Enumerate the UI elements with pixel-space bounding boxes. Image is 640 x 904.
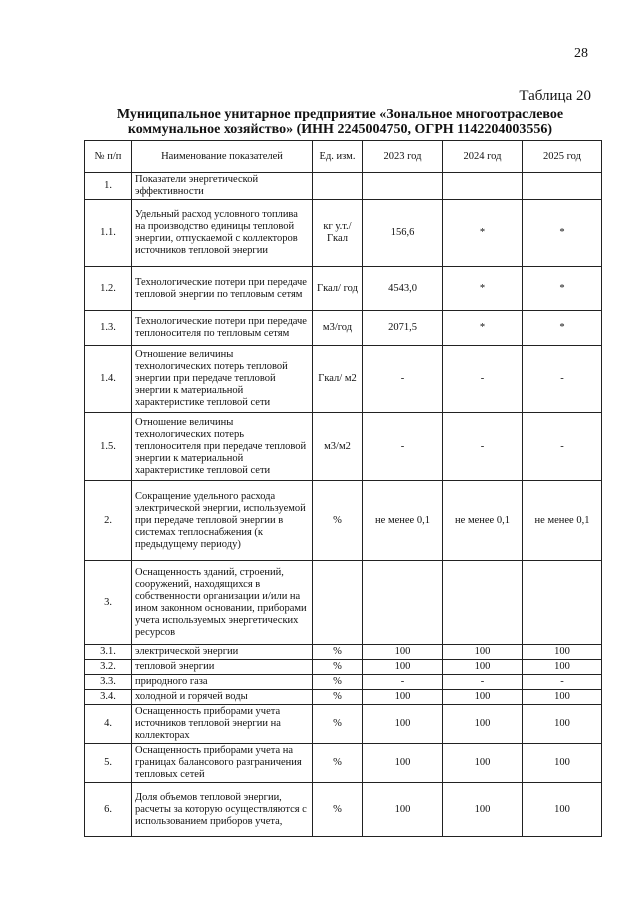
row-indicator-name: Оснащенность приборами учета на границах балансового разграничения тепловых сетей bbox=[132, 744, 313, 783]
row-value-2024: - bbox=[443, 413, 523, 481]
row-number: 3.3. bbox=[85, 675, 132, 690]
row-value-2025 bbox=[523, 173, 602, 200]
row-value-2025: 100 bbox=[523, 645, 602, 660]
row-number: 1.5. bbox=[85, 413, 132, 481]
row-value-2025: 100 bbox=[523, 705, 602, 744]
row-number: 3.2. bbox=[85, 660, 132, 675]
row-indicator-name: электрической энергии bbox=[132, 645, 313, 660]
header-number: № п/п bbox=[85, 141, 132, 173]
table-row bbox=[85, 173, 602, 200]
row-number: 3. bbox=[85, 561, 132, 645]
row-value-2025: * bbox=[523, 200, 602, 267]
header-indicator-name: Наименование показателей bbox=[132, 141, 313, 173]
row-unit: % bbox=[313, 705, 363, 744]
row-number: 1.1. bbox=[85, 200, 132, 267]
row-number: 3.1. bbox=[85, 645, 132, 660]
table-row bbox=[85, 744, 602, 783]
row-unit: % bbox=[313, 675, 363, 690]
row-value-2025: 100 bbox=[523, 660, 602, 675]
table-row bbox=[85, 561, 602, 645]
row-value-2024: не менее 0,1 bbox=[443, 481, 523, 561]
row-value-2023: - bbox=[363, 675, 443, 690]
row-unit: % bbox=[313, 744, 363, 783]
row-unit: % bbox=[313, 481, 363, 561]
organization-title: Муниципальное унитарное предприятие «Зональное многоотраслевое коммунальное хозяйство» (ИНН 2245004750, ОГРН 1142204003556) bbox=[116, 107, 564, 137]
row-unit: % bbox=[313, 645, 363, 660]
row-value-2025: 100 bbox=[523, 690, 602, 705]
row-unit: кг у.т./ Гкал bbox=[313, 200, 363, 267]
row-value-2023: не менее 0,1 bbox=[363, 481, 443, 561]
row-value-2023: - bbox=[363, 346, 443, 413]
table-row bbox=[85, 267, 602, 311]
row-value-2025: не менее 0,1 bbox=[523, 481, 602, 561]
row-indicator-name: Удельный расход условного топлива на производство единицы тепловой энергии, отпускаемой с коллекторов источников тепловой энергии bbox=[132, 200, 313, 267]
row-indicator-name: Технологические потери при передаче теплоносителя по тепловым сетям bbox=[132, 311, 313, 346]
row-value-2024: 100 bbox=[443, 705, 523, 744]
row-unit: м3/год bbox=[313, 311, 363, 346]
row-value-2025 bbox=[523, 561, 602, 645]
row-value-2023 bbox=[363, 173, 443, 200]
row-value-2025: * bbox=[523, 267, 602, 311]
row-unit: Гкал/ м2 bbox=[313, 346, 363, 413]
table-header-row bbox=[85, 141, 602, 173]
row-number: 5. bbox=[85, 744, 132, 783]
row-value-2023: 100 bbox=[363, 705, 443, 744]
page-number: 28 bbox=[574, 46, 588, 61]
row-value-2023: 100 bbox=[363, 690, 443, 705]
row-value-2024: - bbox=[443, 346, 523, 413]
row-value-2024: * bbox=[443, 311, 523, 346]
header-2023: 2023 год bbox=[363, 141, 443, 173]
row-value-2023: 156,6 bbox=[363, 200, 443, 267]
row-number: 6. bbox=[85, 783, 132, 837]
row-value-2023: 100 bbox=[363, 783, 443, 837]
row-value-2024: * bbox=[443, 267, 523, 311]
row-indicator-name: Доля объемов тепловой энергии, расчеты за которую осуществляются с использованием приборов учета, bbox=[132, 783, 313, 837]
row-indicator-name: Оснащенность приборами учета источников тепловой энергии на коллекторах bbox=[132, 705, 313, 744]
row-value-2023: 100 bbox=[363, 645, 443, 660]
table-row bbox=[85, 660, 602, 675]
indicators-table bbox=[84, 140, 602, 837]
row-value-2024: 100 bbox=[443, 690, 523, 705]
row-value-2023: 100 bbox=[363, 744, 443, 783]
table-row bbox=[85, 413, 602, 481]
table-row bbox=[85, 675, 602, 690]
row-value-2023: 4543,0 bbox=[363, 267, 443, 311]
row-value-2025: 100 bbox=[523, 783, 602, 837]
row-number: 1.2. bbox=[85, 267, 132, 311]
row-value-2023: - bbox=[363, 413, 443, 481]
table-row bbox=[85, 783, 602, 837]
row-number: 1.4. bbox=[85, 346, 132, 413]
row-indicator-name: тепловой энергии bbox=[132, 660, 313, 675]
row-number: 4. bbox=[85, 705, 132, 744]
row-unit: % bbox=[313, 783, 363, 837]
row-unit: м3/м2 bbox=[313, 413, 363, 481]
table-row bbox=[85, 346, 602, 413]
table-row bbox=[85, 200, 602, 267]
row-value-2024 bbox=[443, 173, 523, 200]
row-number: 1.3. bbox=[85, 311, 132, 346]
table-row bbox=[85, 645, 602, 660]
row-value-2024: 100 bbox=[443, 660, 523, 675]
row-indicator-name: холодной и горячей воды bbox=[132, 690, 313, 705]
row-value-2025: 100 bbox=[523, 744, 602, 783]
header-unit: Ед. изм. bbox=[313, 141, 363, 173]
table-row bbox=[85, 690, 602, 705]
row-unit bbox=[313, 173, 363, 200]
row-value-2025: - bbox=[523, 346, 602, 413]
row-unit: % bbox=[313, 690, 363, 705]
row-indicator-name: Оснащенность зданий, строений, сооружений, находящихся в собственности организации и/или на ином законном основании, приборами учета используемых энергетических ресурсов bbox=[132, 561, 313, 645]
table-row bbox=[85, 705, 602, 744]
row-value-2023: 2071,5 bbox=[363, 311, 443, 346]
row-indicator-name: Отношение величины технологических потерь тепловой энергии при передаче тепловой энергии к материальной характеристике тепловой сети bbox=[132, 346, 313, 413]
row-unit: % bbox=[313, 660, 363, 675]
row-value-2023 bbox=[363, 561, 443, 645]
row-indicator-name: Сокращение удельного расхода электрической энергии, используемой при передаче тепловой энергии в системах теплоснабжения (к предыдущему периоду) bbox=[132, 481, 313, 561]
row-indicator-name: Показатели энергетической эффективности bbox=[132, 173, 313, 200]
row-value-2025: - bbox=[523, 675, 602, 690]
row-value-2023: 100 bbox=[363, 660, 443, 675]
row-unit bbox=[313, 561, 363, 645]
header-2025: 2025 год bbox=[523, 141, 602, 173]
row-indicator-name: Отношение величины технологических потерь теплоносителя при передаче тепловой энергии к материальной характеристике тепловой сети bbox=[132, 413, 313, 481]
row-value-2024 bbox=[443, 561, 523, 645]
row-value-2025: * bbox=[523, 311, 602, 346]
row-number: 1. bbox=[85, 173, 132, 200]
row-indicator-name: природного газа bbox=[132, 675, 313, 690]
row-indicator-name: Технологические потери при передаче тепловой энергии по тепловым сетям bbox=[132, 267, 313, 311]
row-value-2025: - bbox=[523, 413, 602, 481]
row-value-2024: * bbox=[443, 200, 523, 267]
row-value-2024: 100 bbox=[443, 783, 523, 837]
table-label: Таблица 20 bbox=[519, 88, 591, 104]
row-number: 2. bbox=[85, 481, 132, 561]
header-2024: 2024 год bbox=[443, 141, 523, 173]
row-value-2024: 100 bbox=[443, 744, 523, 783]
row-number: 3.4. bbox=[85, 690, 132, 705]
table-row bbox=[85, 481, 602, 561]
row-value-2024: 100 bbox=[443, 645, 523, 660]
table-row bbox=[85, 311, 602, 346]
row-unit: Гкал/ год bbox=[313, 267, 363, 311]
row-value-2024: - bbox=[443, 675, 523, 690]
